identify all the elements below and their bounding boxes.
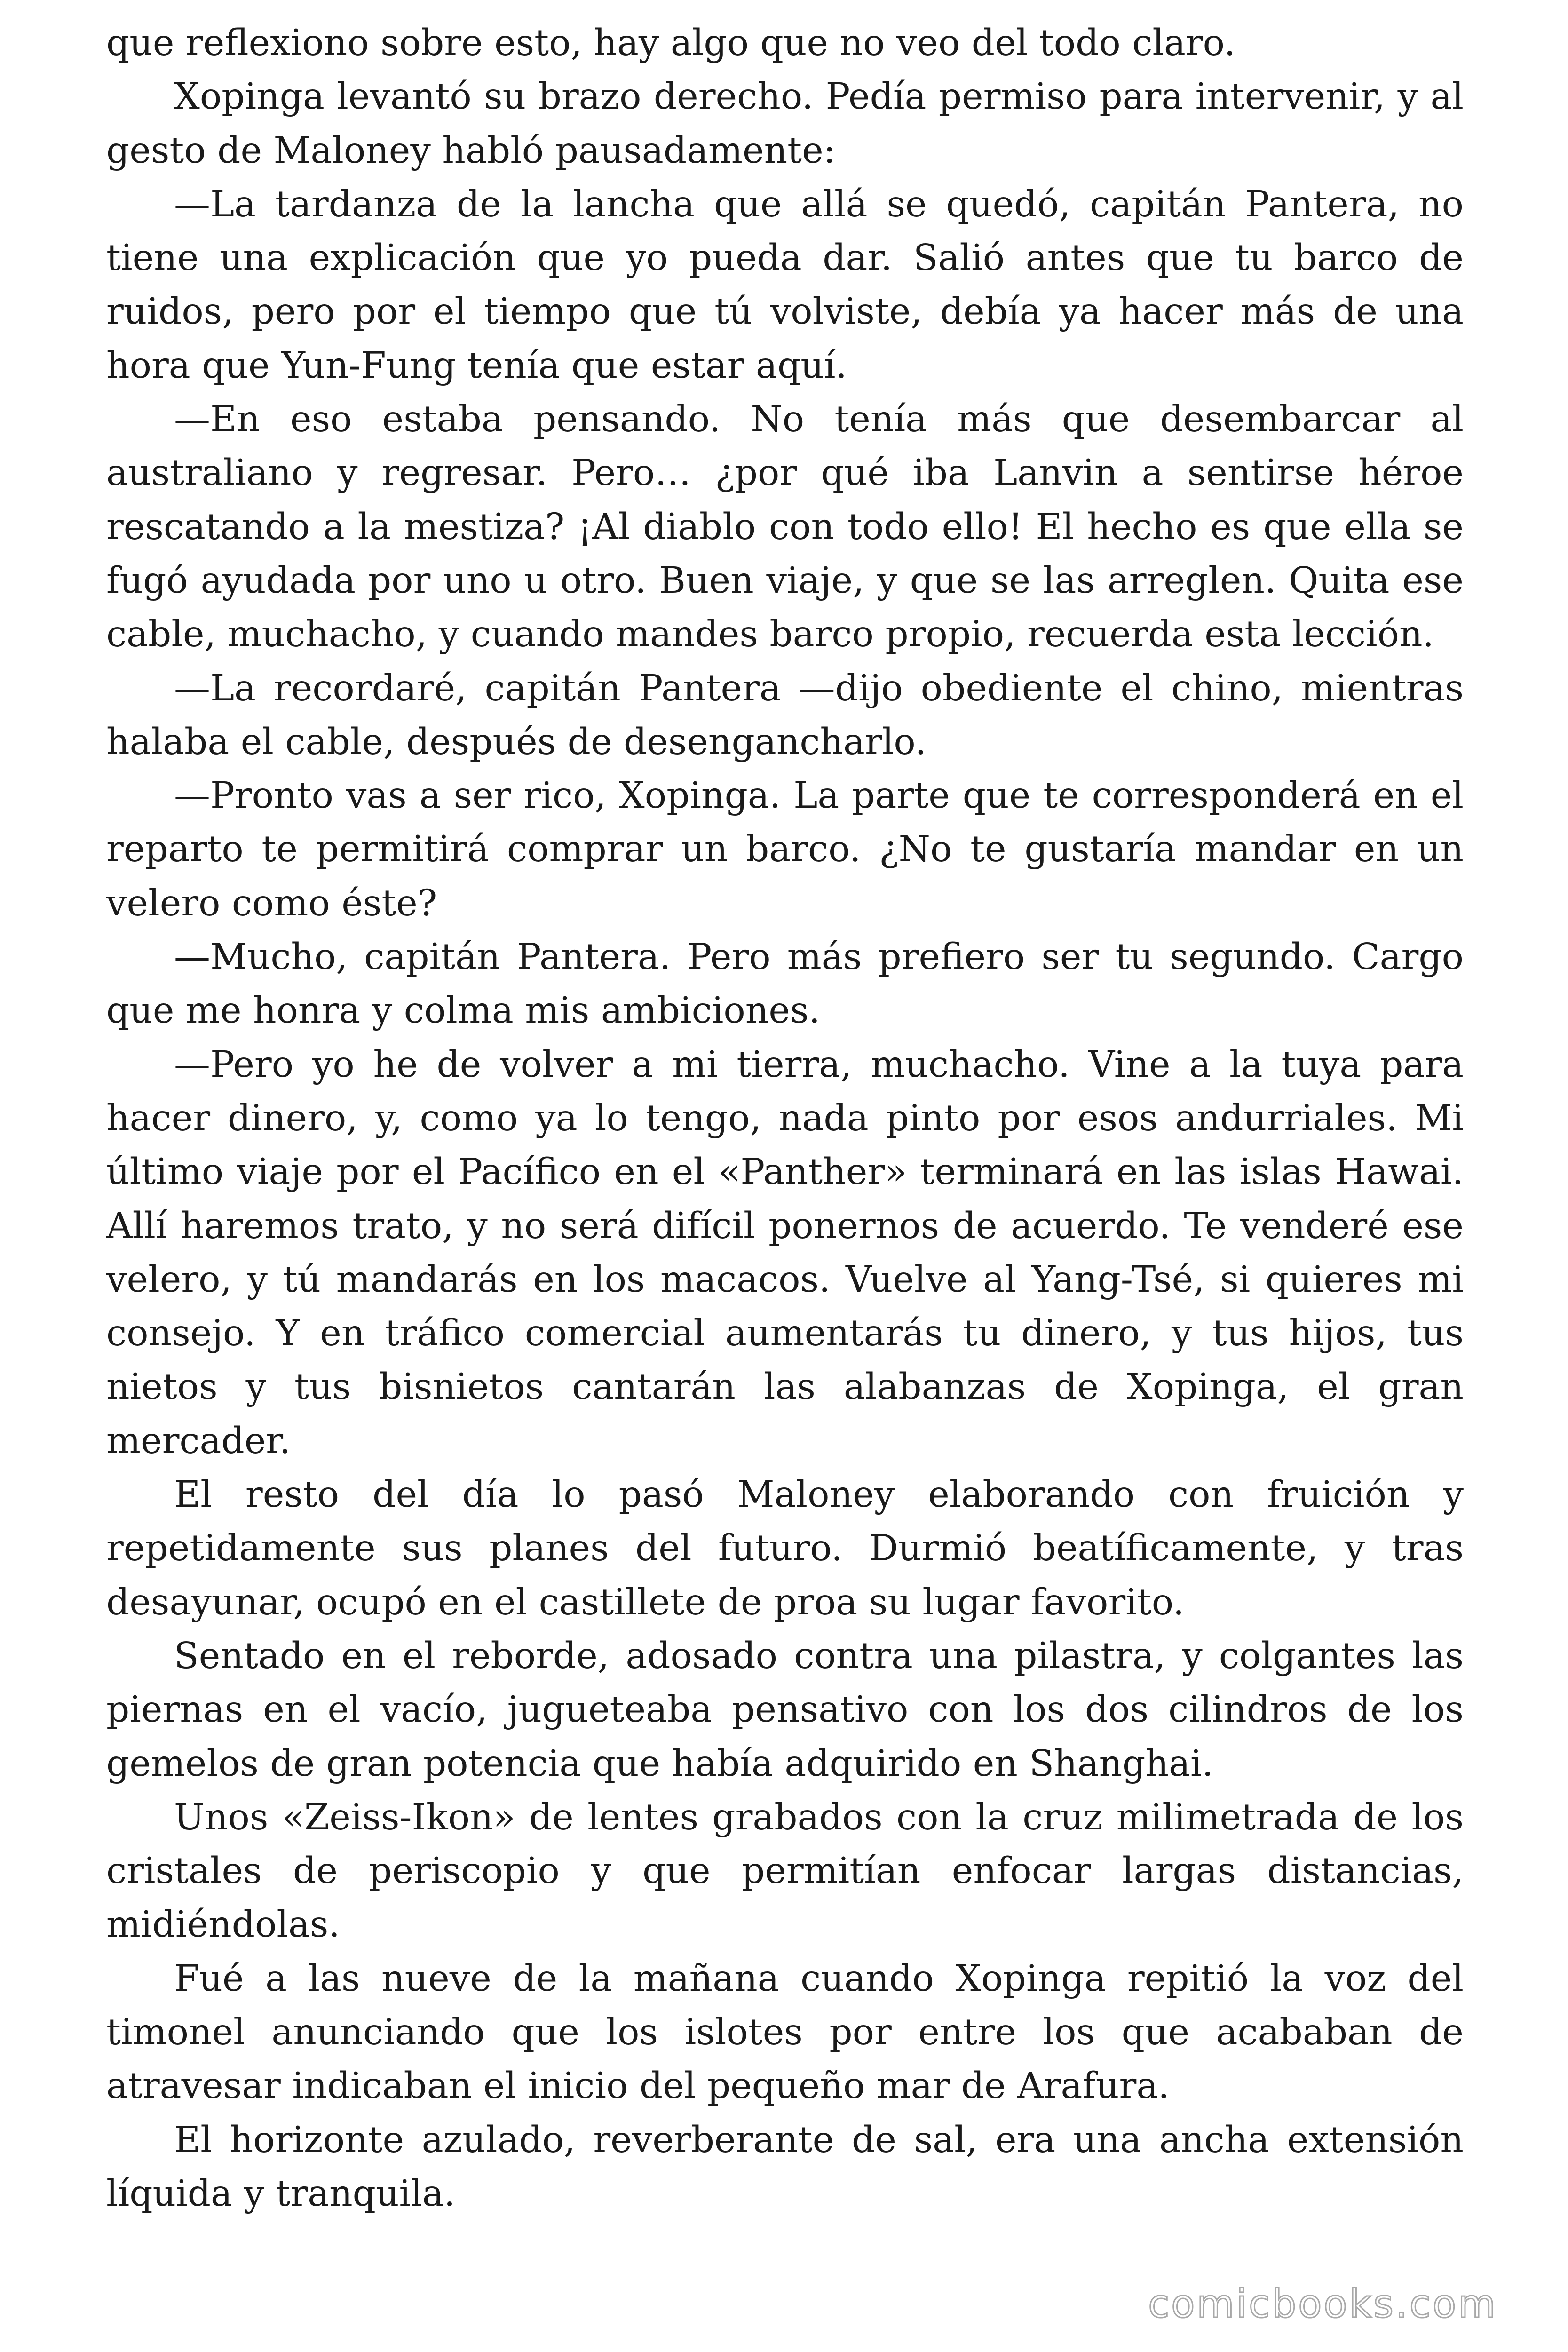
paragraph-dialogue: —La tardanza de la lancha que allá se quedó, capitán Pantera, no tiene una explicación que yo pueda dar. Salió antes que tu barco de ruidos, pero por el tiempo que tú volviste, debía ya hacer más de una hora que Yun-Fung tenía que estar aquí. <box>106 183 1464 387</box>
site-watermark: comicbooks.com <box>1148 2282 1497 2327</box>
paragraph: Fué a las nueve de la mañana cuando Xopinga repitió la voz del timonel anunciando que los islotes por entre los que acababan de atravesar indicaban el inicio del pequeño mar de Arafura. <box>106 1957 1464 2107</box>
paragraph: Unos «Zeiss-Ikon» de lentes grabados con la cruz milimetrada de los cristales de periscopio y que permitían enfocar largas distancias, midiéndolas. <box>106 1796 1464 1946</box>
paragraph-continuation: que reflexiono sobre esto, hay algo que no veo del todo claro. <box>106 22 1236 64</box>
page-body-text <box>106 16 1464 2221</box>
paragraph-dialogue: —La recordaré, capitán Pantera —dijo obediente el chino, mientras halaba el cable, después de desengancharlo. <box>106 667 1464 763</box>
paragraph: El resto del día lo pasó Maloney elaborando con fruición y repetidamente sus planes del futuro. Durmió beatíficamente, y tras desayunar, ocupó en el castillete de proa su lugar favorito. <box>106 1474 1464 1623</box>
paragraph-dialogue: —Mucho, capitán Pantera. Pero más prefiero ser tu segundo. Cargo que me honra y colma mis ambiciones. <box>106 936 1464 1032</box>
paragraph: El horizonte azulado, reverberante de sal, era una ancha extensión líquida y tranquila. <box>106 2119 1464 2215</box>
paragraph-dialogue: —Pero yo he de volver a mi tierra, muchacho. Vine a la tuya para hacer dinero, y, como ya lo tengo, nada pinto por esos andurriales. Mi último viaje por el Pacífico en el «Panther» terminará en las islas Hawai. Allí haremos trato, y no será difícil ponernos de acuerdo. Te venderé ese velero, y tú mandarás en los macacos. Vuelve al Yang-Tsé, si quieres mi consejo. Y en tráfico comercial aumentarás tu dinero, y tus hijos, tus nietos y tus bisnietos cantarán las alabanzas de Xopinga, el gran mercader. <box>106 1043 1464 1462</box>
paragraph: Xopinga levantó su brazo derecho. Pedía permiso para intervenir, y al gesto de Maloney habló pausadamente: <box>106 76 1464 172</box>
paragraph-dialogue: —En eso estaba pensando. No tenía más que desembarcar al australiano y regresar. Pero… ¿por qué iba Lanvin a sentirse héroe rescatando a la mestiza? ¡Al diablo con todo ello! El hecho es que ella se fugó ayudada por uno u otro. Buen viaje, y que se las arreglen. Quita ese cable, muchacho, y cuando mandes barco propio, recuerda esta lección. <box>106 398 1464 656</box>
paragraph-dialogue: —Pronto vas a ser rico, Xopinga. La parte que te corresponderá en el reparto te permitirá comprar un barco. ¿No te gustaría mandar en un velero como éste? <box>106 775 1464 924</box>
paragraph: Sentado en el reborde, adosado contra una pilastra, y colgantes las piernas en el vacío, jugueteaba pensativo con los dos cilindros de los gemelos de gran potencia que había adquirido en Shanghai. <box>106 1635 1464 1785</box>
